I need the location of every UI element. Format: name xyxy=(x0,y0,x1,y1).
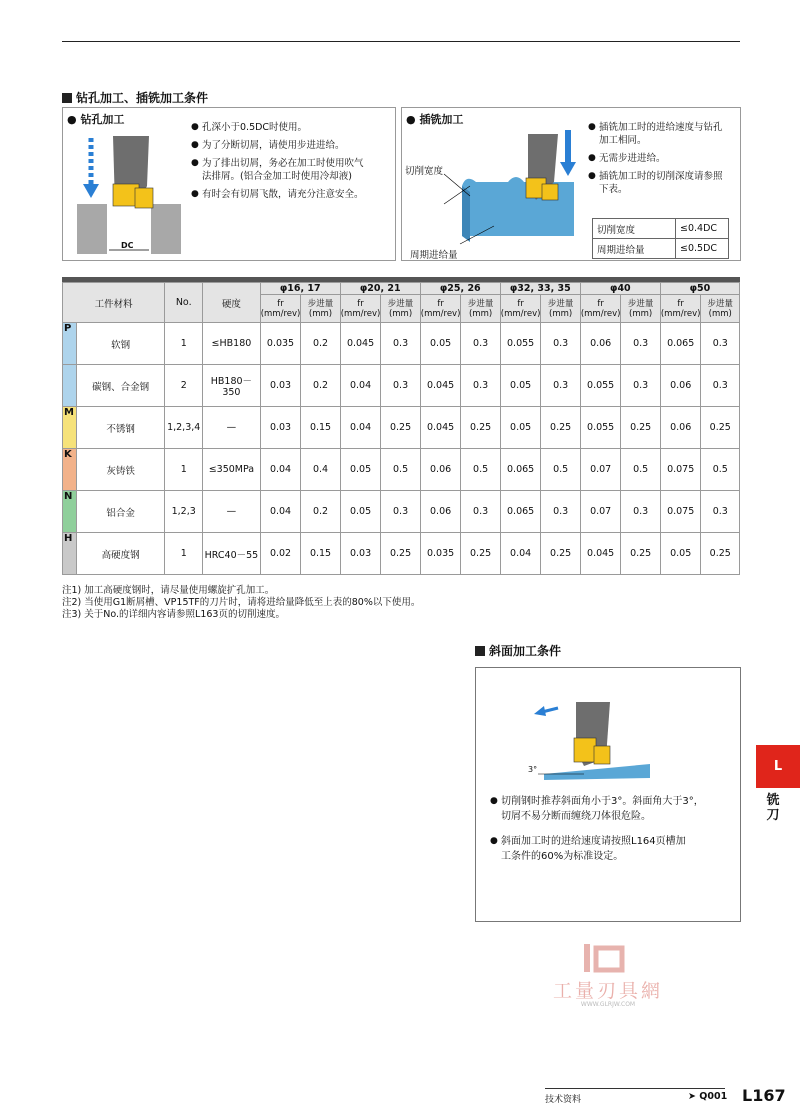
side-tab-text: 铣 刀 xyxy=(766,793,780,823)
plunge-note: ● 无需步进进给。 xyxy=(588,152,738,165)
header-step: 步进量 (mm) xyxy=(301,295,340,323)
header-step: 步进量 (mm) xyxy=(621,295,660,323)
header-diameter: φ50 xyxy=(660,283,739,295)
fr-value: 0.06 xyxy=(580,323,621,365)
no-cell: 1,2,3,4 xyxy=(165,407,203,449)
hardness-cell: HB180－350 xyxy=(203,365,261,407)
no-cell: 1 xyxy=(165,323,203,365)
fr-value: 0.04 xyxy=(260,491,301,533)
step-value: 0.3 xyxy=(381,323,420,365)
material-cell: 不锈钢 xyxy=(76,407,164,449)
drilling-note: ● 孔深小于0.5DC时使用。 xyxy=(191,121,391,134)
fr-value: 0.06 xyxy=(660,407,701,449)
material-cell: 碳钢、合金钢 xyxy=(76,365,164,407)
step-value: 0.4 xyxy=(301,449,340,491)
fr-value: 0.045 xyxy=(580,533,621,575)
ramping-note-cont: 切屑不易分断而缠绕刀体很危险。 xyxy=(501,811,651,822)
drilling-note: ● 有时会有切屑飞散，请充分注意安全。 xyxy=(191,188,391,201)
step-value: 0.3 xyxy=(701,323,740,365)
table-body xyxy=(63,323,740,575)
plunge-notes xyxy=(588,121,738,196)
table-notes xyxy=(62,585,662,621)
table-row xyxy=(63,533,740,575)
step-value: 0.3 xyxy=(621,491,660,533)
step-value: 0.5 xyxy=(701,449,740,491)
fr-value: 0.06 xyxy=(660,365,701,407)
step-value: 0.25 xyxy=(381,407,420,449)
step-value: 0.2 xyxy=(301,491,340,533)
header-diameter: φ16, 17 xyxy=(260,283,340,295)
step-value: 0.25 xyxy=(621,533,660,575)
bullet-square-icon xyxy=(62,93,72,103)
step-value: 0.5 xyxy=(381,449,420,491)
header-fr: fr (mm/rev) xyxy=(420,295,461,323)
ramping-note: ● 切削钢时推荐斜面角小于3°。斜面角大于3°， xyxy=(490,794,736,809)
material-cell: 高硬度钢 xyxy=(76,533,164,575)
plunge-panel xyxy=(401,107,741,261)
material-cell: 铝合金 xyxy=(76,491,164,533)
step-value: 0.3 xyxy=(701,491,740,533)
fr-value: 0.06 xyxy=(420,491,461,533)
table-note: 注3) 关于No.的详细内容请参照L163页的切削速度。 xyxy=(62,609,285,620)
footer-ref-link[interactable]: ➤ Q001 xyxy=(688,1091,728,1102)
plunge-note-cont: 加工相同。 xyxy=(599,135,647,146)
hardness-cell: ≤HB180 xyxy=(203,323,261,365)
hardness-cell: HRC40－55 xyxy=(203,533,261,575)
plunge-limits-table xyxy=(592,218,729,259)
limit-value: ≤0.4DC xyxy=(676,219,729,239)
drilling-label: ● 钻孔加工 xyxy=(67,113,125,126)
material-class-tag xyxy=(63,365,77,407)
header-step: 步进量 (mm) xyxy=(461,295,500,323)
step-value: 0.15 xyxy=(301,533,340,575)
fr-value: 0.03 xyxy=(340,533,381,575)
fr-value: 0.06 xyxy=(420,449,461,491)
fr-value: 0.035 xyxy=(260,323,301,365)
no-cell: 1 xyxy=(165,449,203,491)
watermark-url: WWW.GLRJW.COM xyxy=(580,1001,636,1008)
table-note: 注2) 当使用G1断屑槽、VP15TF的刀片时，请将进给量降低至上表的80%以下使用。 xyxy=(62,597,421,608)
plunge-label: ● 插铣加工 xyxy=(406,113,464,126)
fr-value: 0.05 xyxy=(660,533,701,575)
step-value: 0.25 xyxy=(701,533,740,575)
drilling-note: ● 为了排出切屑，务必在加工时使用吹气 xyxy=(191,157,391,170)
step-value: 0.3 xyxy=(541,491,580,533)
fr-value: 0.045 xyxy=(340,323,381,365)
drilling-note: ● 为了分断切屑，请使用步进进给。 xyxy=(191,139,391,152)
header-fr: fr (mm/rev) xyxy=(660,295,701,323)
step-value: 0.5 xyxy=(461,449,500,491)
header-fr: fr (mm/rev) xyxy=(340,295,381,323)
top-rule xyxy=(62,41,740,42)
step-value: 0.25 xyxy=(701,407,740,449)
fr-value: 0.065 xyxy=(660,323,701,365)
header-step: 步进量 (mm) xyxy=(541,295,580,323)
table-row xyxy=(63,323,740,365)
table-row xyxy=(63,449,740,491)
table-row xyxy=(63,491,740,533)
step-value: 0.25 xyxy=(381,533,420,575)
step-value: 0.15 xyxy=(301,407,340,449)
header-fr: fr (mm/rev) xyxy=(500,295,541,323)
step-value: 0.3 xyxy=(701,365,740,407)
drilling-notes xyxy=(191,121,391,206)
fr-value: 0.05 xyxy=(340,491,381,533)
hardness-cell: — xyxy=(203,407,261,449)
limit-value: ≤0.5DC xyxy=(676,239,729,259)
fr-value: 0.075 xyxy=(660,491,701,533)
step-value: 0.25 xyxy=(461,407,500,449)
header-step: 步进量 (mm) xyxy=(381,295,420,323)
limit-key: 切削宽度 xyxy=(593,219,676,239)
fr-value: 0.05 xyxy=(340,449,381,491)
header-fr: fr (mm/rev) xyxy=(580,295,621,323)
step-value: 0.2 xyxy=(301,323,340,365)
material-class-tag: H xyxy=(63,533,77,575)
step-value: 0.3 xyxy=(621,323,660,365)
material-cell: 软钢 xyxy=(76,323,164,365)
step-value: 0.5 xyxy=(541,449,580,491)
material-class-tag: K xyxy=(63,449,77,491)
fr-value: 0.045 xyxy=(420,365,461,407)
no-cell: 1,2,3 xyxy=(165,491,203,533)
table-row xyxy=(63,407,740,449)
watermark-text: 工量刃具網 xyxy=(552,980,663,1002)
header-diameter: φ20, 21 xyxy=(340,283,420,295)
fr-value: 0.055 xyxy=(580,407,621,449)
step-value: 0.3 xyxy=(461,323,500,365)
fr-value: 0.055 xyxy=(500,323,541,365)
cut-width-label: 切削宽度 xyxy=(405,166,444,177)
header-hardness: 硬度 xyxy=(203,283,261,323)
step-value: 0.3 xyxy=(461,365,500,407)
step-value: 0.5 xyxy=(621,449,660,491)
header-material: 工件材料 xyxy=(63,283,165,323)
table-note: 注1) 加工高硬度钢时，请尽量使用螺旋扩孔加工。 xyxy=(62,585,275,596)
ramping-panel xyxy=(475,667,741,922)
header-fr: fr (mm/rev) xyxy=(260,295,301,323)
ramp-angle-label: 3° xyxy=(528,765,538,774)
fr-value: 0.07 xyxy=(580,491,621,533)
fr-value: 0.075 xyxy=(660,449,701,491)
material-class-tag: N xyxy=(63,491,77,533)
step-value: 0.3 xyxy=(381,365,420,407)
watermark-logo-icon xyxy=(580,940,630,976)
fr-value: 0.07 xyxy=(580,449,621,491)
fr-value: 0.035 xyxy=(420,533,461,575)
ramping-illustration-icon xyxy=(524,688,654,783)
hardness-cell: — xyxy=(203,491,261,533)
material-cell: 灰铸铁 xyxy=(76,449,164,491)
dc-label: DC xyxy=(121,241,134,250)
step-value: 0.25 xyxy=(461,533,500,575)
limit-key: 周期进给量 xyxy=(593,239,676,259)
material-class-tag: P xyxy=(63,323,77,365)
plunge-illustration-icon xyxy=(404,126,582,258)
plunge-note: ● 插铣加工时的切削深度请参照 xyxy=(588,170,738,183)
header-step: 步进量 (mm) xyxy=(701,295,740,323)
fr-value: 0.045 xyxy=(420,407,461,449)
step-value: 0.25 xyxy=(541,533,580,575)
material-class-tag: M xyxy=(63,407,77,449)
fr-value: 0.02 xyxy=(260,533,301,575)
fr-value: 0.03 xyxy=(260,365,301,407)
step-value: 0.25 xyxy=(541,407,580,449)
step-value: 0.3 xyxy=(541,365,580,407)
footer-label: 技术资料 xyxy=(545,1095,582,1105)
table-row xyxy=(63,365,740,407)
cutting-conditions-table xyxy=(62,282,740,575)
step-value: 0.25 xyxy=(621,407,660,449)
section-ramping-title: 斜面加工条件 xyxy=(475,642,561,659)
fr-value: 0.055 xyxy=(580,365,621,407)
bullet-square-icon xyxy=(475,646,485,656)
header-diameter: φ40 xyxy=(580,283,660,295)
cycle-feed-label: 周期进给量 xyxy=(410,250,458,261)
drilling-panel xyxy=(62,107,396,261)
step-value: 0.2 xyxy=(301,365,340,407)
fr-value: 0.065 xyxy=(500,491,541,533)
step-value: 0.3 xyxy=(461,491,500,533)
ramping-note: ● 斜面加工时的进给速度请按照L164页槽加 xyxy=(490,834,736,849)
fr-value: 0.065 xyxy=(500,449,541,491)
no-cell: 2 xyxy=(165,365,203,407)
ramping-notes xyxy=(490,794,736,864)
no-cell: 1 xyxy=(165,533,203,575)
header-no: No. xyxy=(165,283,203,323)
page-number: L167 xyxy=(742,1086,786,1105)
ramping-note-cont: 工条件的60%为标准设定。 xyxy=(501,851,624,862)
header-diameter: φ32, 33, 35 xyxy=(500,283,580,295)
plunge-note-cont: 下表。 xyxy=(599,184,628,195)
step-value: 0.3 xyxy=(381,491,420,533)
plunge-note: ● 插铣加工时的进给速度与钻孔 xyxy=(588,121,738,134)
drilling-note-cont: 法排屑。(铝合金加工时使用冷却液) xyxy=(202,171,352,182)
section-drill-plunge-title: 钻孔加工、插铣加工条件 xyxy=(62,89,208,106)
step-value: 0.3 xyxy=(541,323,580,365)
fr-value: 0.03 xyxy=(260,407,301,449)
fr-value: 0.04 xyxy=(500,533,541,575)
fr-value: 0.05 xyxy=(500,407,541,449)
drilling-illustration-icon xyxy=(69,126,187,256)
step-value: 0.3 xyxy=(621,365,660,407)
fr-value: 0.05 xyxy=(420,323,461,365)
fr-value: 0.04 xyxy=(260,449,301,491)
hardness-cell: ≤350MPa xyxy=(203,449,261,491)
side-tab-L[interactable]: L xyxy=(756,745,800,788)
fr-value: 0.04 xyxy=(340,365,381,407)
fr-value: 0.04 xyxy=(340,407,381,449)
fr-value: 0.05 xyxy=(500,365,541,407)
header-diameter: φ25, 26 xyxy=(420,283,500,295)
footer-rule xyxy=(545,1088,725,1089)
